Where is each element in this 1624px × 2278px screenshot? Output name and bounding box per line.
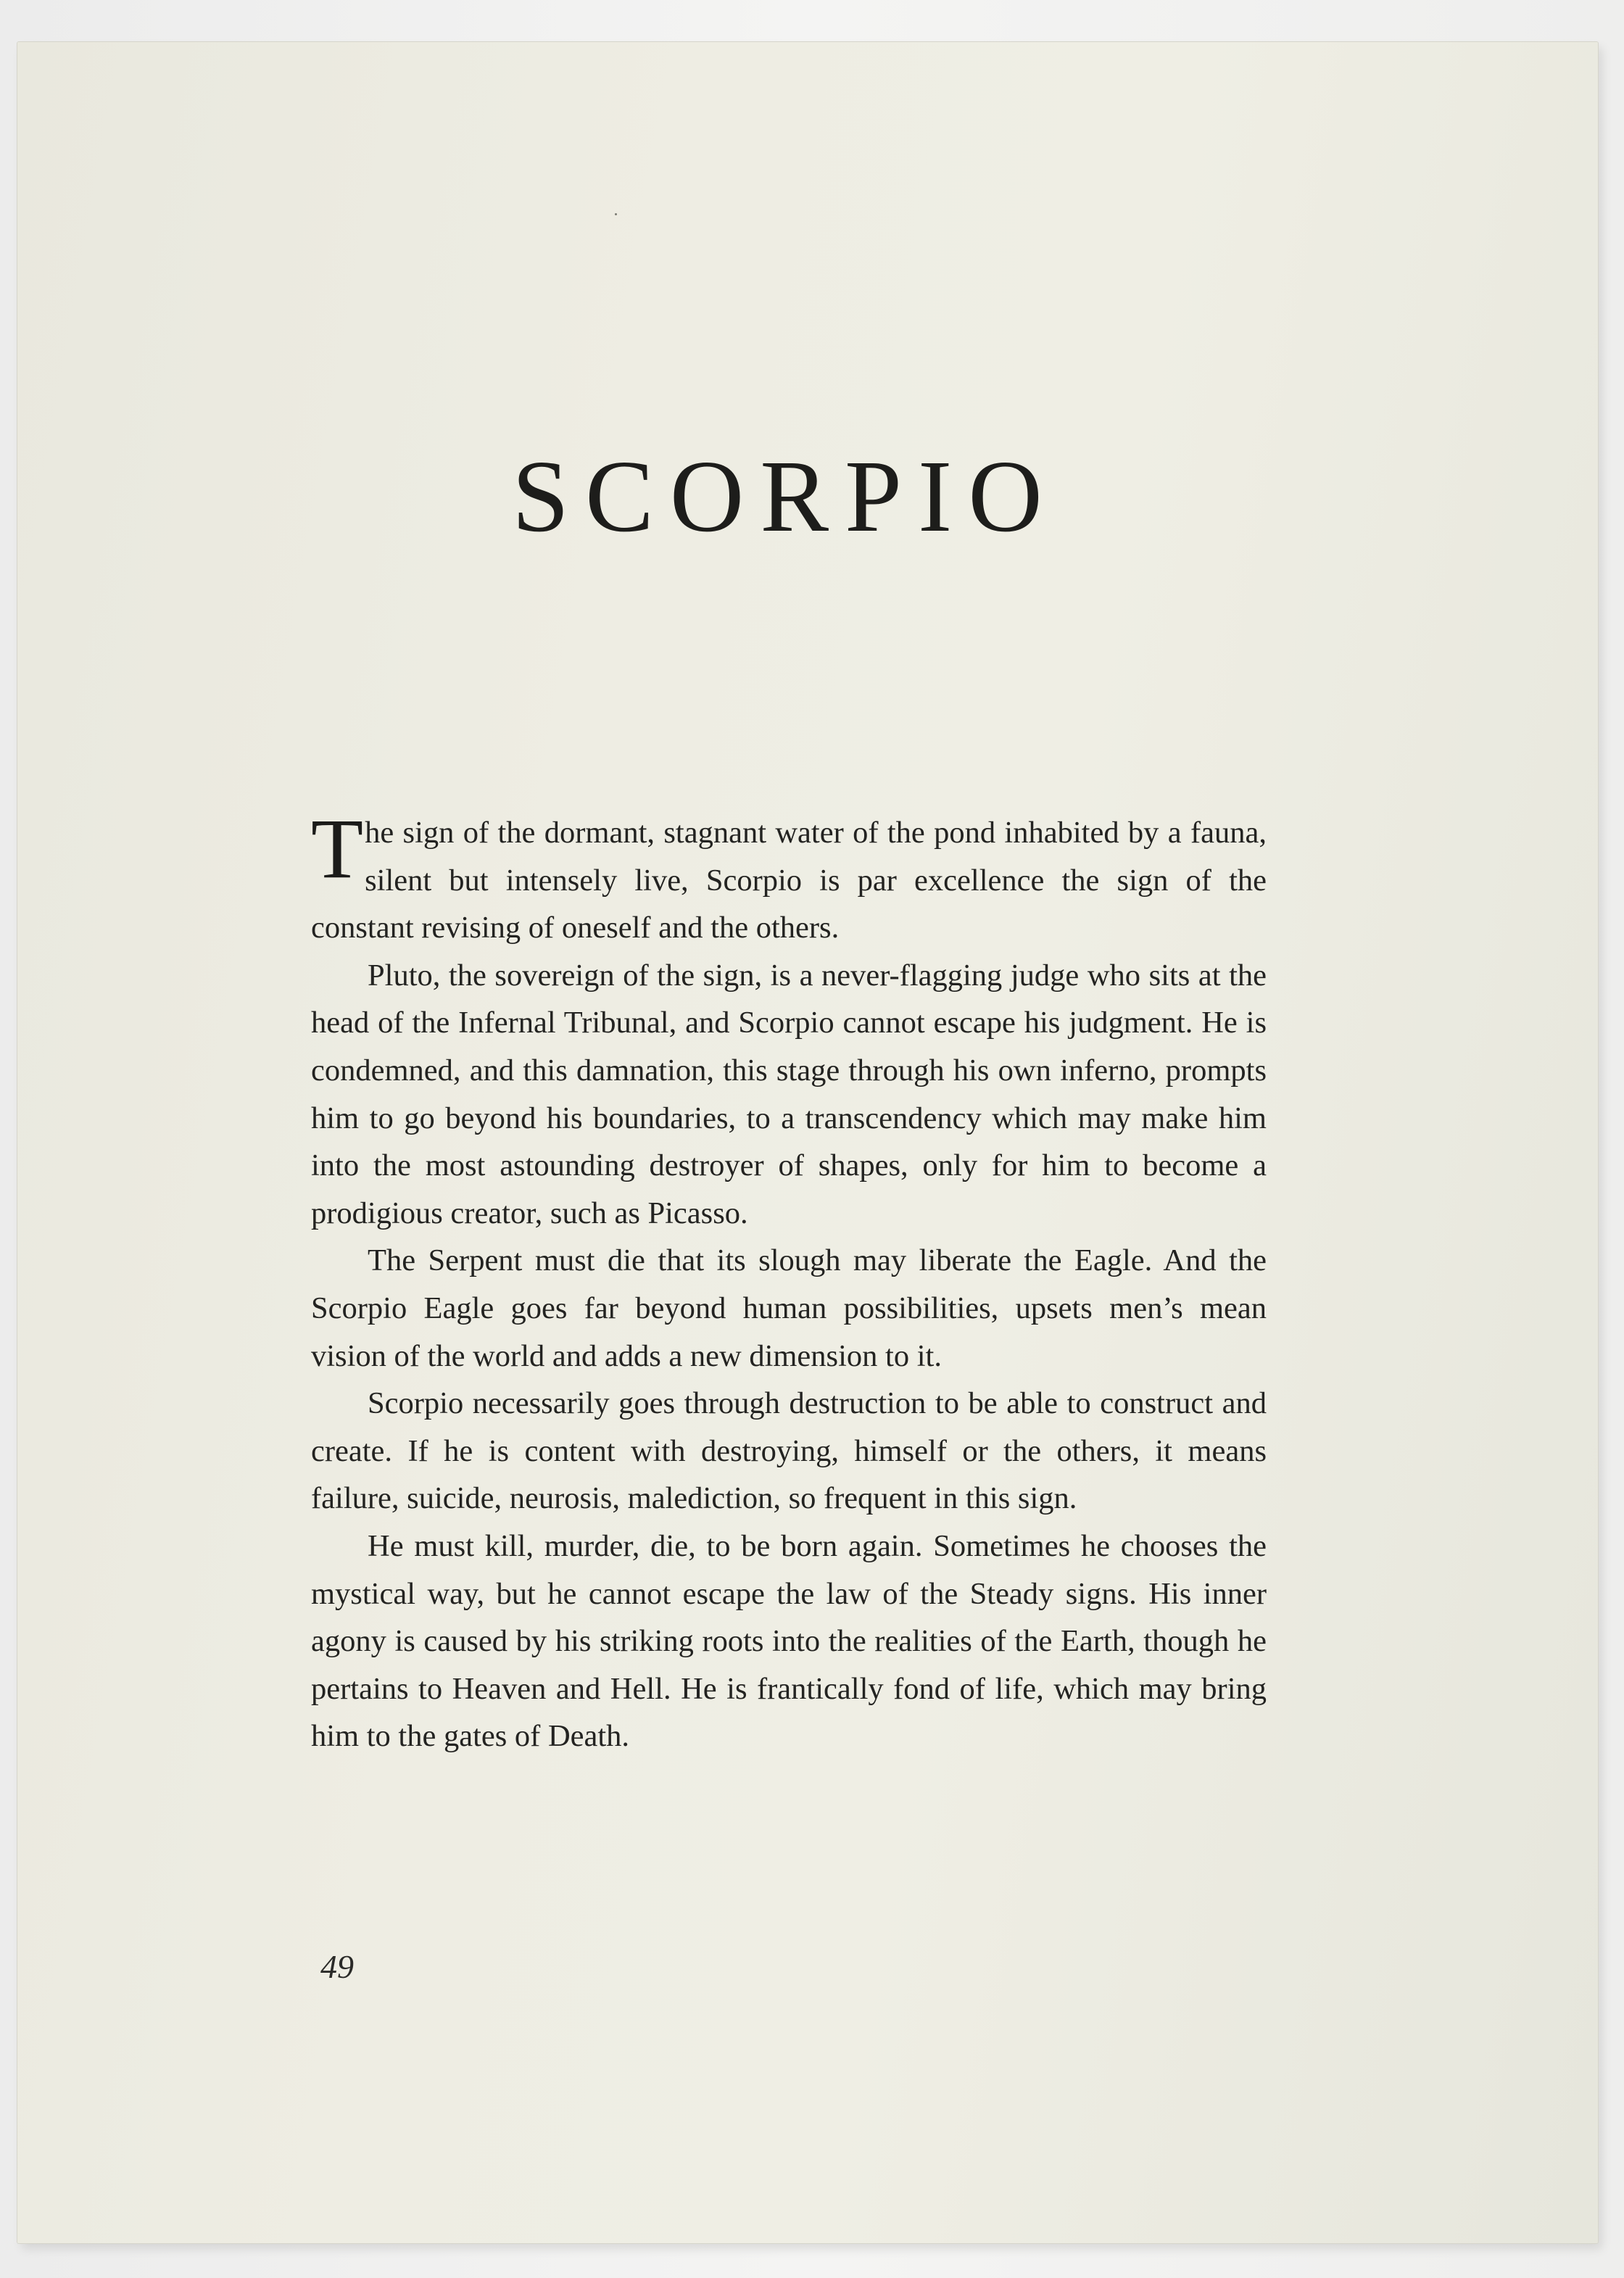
body-text <box>311 801 1267 1760</box>
paragraph-5: He must kill, murder, die, to be born again. Sometimes he chooses the mystical way, but he cannot escape the law of the Steady signs. His inner agony is caused by his striking roots into the realities of the Earth, though he pertains to Heaven and Hell. He is frantically fond of life, which may bring him to the gates of Death. <box>311 1528 1267 1754</box>
drop-cap: T <box>311 801 364 896</box>
paragraph-1 <box>311 801 1267 952</box>
paragraph-2: Pluto, the sovereign of the sign, is a never-flagging judge who sits at the head of the Infernal Tribunal, and Scorpio cannot escape his judgment. He is condemned, and this damnation, this stage through his own inferno, prompts him to go beyond his boundaries, to a transcendency which may make him into the most astounding destroyer of shapes, only for him to become a prodigious creator, such as Picasso. <box>311 958 1267 1230</box>
paragraph-1-text: he sign of the dormant, stagnant water of the pond inhabited by a fauna, silent but intensely live, Scorpio is par excellence the sign of the constant revising of oneself and the others. <box>311 816 1267 945</box>
page-number: 49 <box>320 1948 354 1985</box>
paragraph-3: The Serpent must die that its slough may liberate the Eagle. And the Scorpio Eagle goes far beyond human possibilities, upsets men’s mean vision of the world and adds a new dimension to it. <box>311 1243 1267 1373</box>
page-title: SCORPIO <box>512 439 1058 553</box>
paragraph-4: Scorpio necessarily goes through destruction to be able to construct and create. If he is content with destroying, himself or the others, it means failure, suicide, neurosis, malediction, so frequent in this sign. <box>311 1386 1267 1516</box>
book-page <box>17 42 1598 2243</box>
paper-speck <box>615 213 617 215</box>
